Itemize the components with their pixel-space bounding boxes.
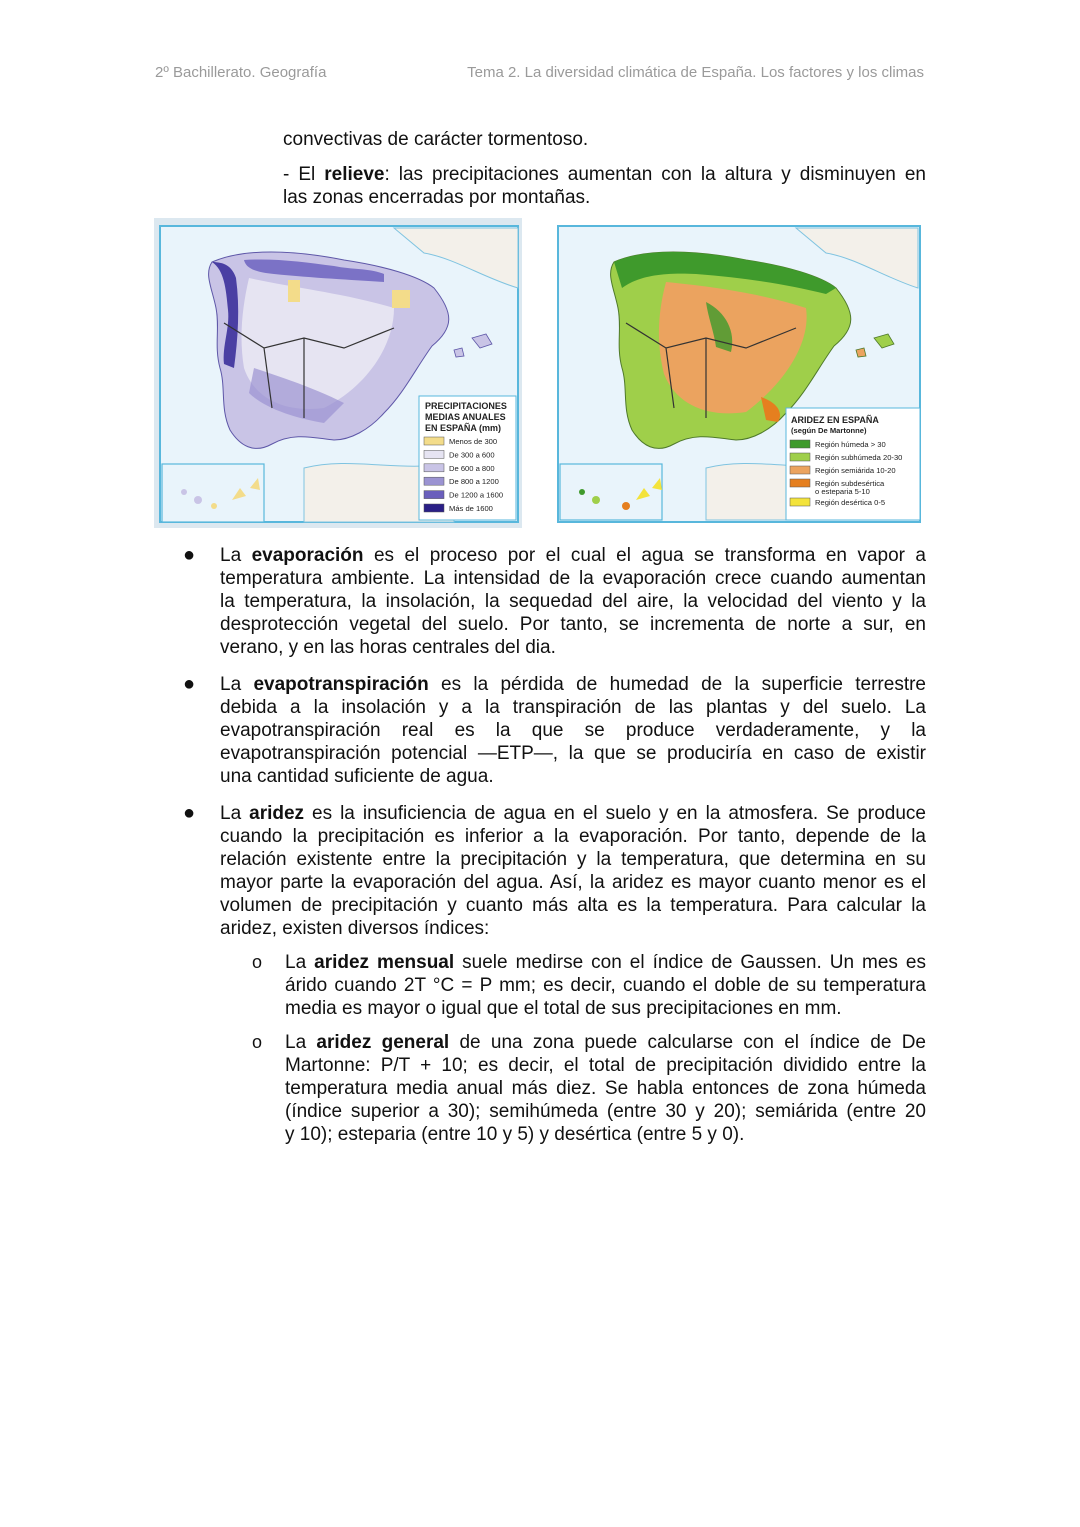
aridity-legend-label-0: Región húmeda > 30 (815, 440, 886, 449)
mensual-line-3: media es mayor o igual que el total de sus precipitaciones en mm. (285, 998, 842, 1019)
relieve-bold: relieve (324, 164, 385, 185)
evapotranspiracion-line-3: evapotranspiración real es la que se produce verdaderamente, y la (220, 720, 926, 741)
bullet-evapotranspiracion-marker: ● (183, 673, 196, 695)
subbullet-mensual-marker: o (252, 952, 263, 972)
aridez-bold: aridez (249, 803, 305, 824)
evaporacion-line-2: temperatura ambiente. La intensidad de la evaporación crece cuando aumentan (220, 568, 926, 589)
intro-relieve-line-2: las zonas encerradas por montañas. (283, 187, 591, 208)
evaporacion-line-3: la temperatura, la insolación, la sequedad del aire, la velocidad del viento y la (220, 591, 926, 612)
aridity-legend-label-3: Región subdesértica (815, 479, 885, 488)
aridez-line-2: cuando la precipitación es inferior a la evaporación. Por tanto, depende de la (220, 826, 926, 847)
general-line-3: temperatura media anual más diez. Se habla entonces de zona húmeda (285, 1078, 926, 1099)
aridity-legend-label-4: Región desértica 0-5 (815, 498, 886, 507)
header-course: 2º Bachillerato. Geografía (155, 64, 327, 81)
precip-legend-title-1: PRECIPITACIONES (425, 401, 507, 411)
aridity-legend-title-2: (según De Martonne) (791, 426, 867, 435)
header-topic: Tema 2. La diversidad climática de España. Los factores y los climas (467, 64, 924, 81)
subbullet-general-marker: o (252, 1032, 263, 1052)
general-line-5: y 10); esteparia (entre 10 y 5) y desértica (entre 5 y 0). (285, 1124, 745, 1145)
aridez-line-4: mayor parte la evaporación del agua. Así, la aridez es mayor cuanto menor es el (220, 872, 926, 893)
evapotranspiracion-line-4: evapotranspiración potencial —ETP—, la que se produciría en caso de existir (220, 743, 926, 764)
precip-legend-label-3: De 800 a 1200 (449, 477, 499, 487)
intro-relieve-line-1: - El relieve: las precipitaciones aumentan con la altura y disminuyen en (283, 164, 926, 185)
precip-legend-swatch-2 (424, 464, 444, 472)
intro-line-1: convectivas de carácter tormentoso. (283, 129, 589, 150)
evapotranspiracion-line-2: debida a la insolación y a la transpiración de las plantas y del suelo. La (220, 697, 926, 718)
precip-legend-label-2: De 600 a 800 (449, 463, 495, 473)
aridez-line-3: relación existente entre la precipitación y la temperatura, que determina en su (220, 849, 926, 870)
evaporacion-bold: evaporación (251, 545, 364, 566)
precip-legend-swatch-3 (424, 477, 444, 485)
evapotranspiracion-bold: evapotranspiración (253, 674, 429, 695)
aridez-line-1: La aridez es la insuficiencia de agua en el suelo y en la atmosfera. Se produce (220, 803, 926, 824)
precip-legend-label-1: De 300 a 600 (449, 450, 495, 460)
aridity-legend-swatch-1 (790, 453, 810, 461)
precip-legend-swatch-5 (424, 504, 444, 512)
precip-legend-label-4: De 1200 a 1600 (449, 490, 504, 500)
general-line-2: Martonne: P/T + 10; es decir, el total de precipitación dividido entre la (285, 1055, 926, 1076)
general-line-1: La aridez general de una zona puede calcularse con el índice de De (285, 1032, 926, 1053)
evaporacion-line-4: desprotección vegetal del suelo. Por tanto, se incrementa de norte a sur, en (220, 614, 926, 635)
aridez-mensual-bold: aridez mensual (314, 952, 455, 973)
aridez-line-5: volumen de precipitación y cuanto más alta es la temperatura. Para calcular la (220, 895, 926, 916)
precip-legend-label-0: Menos de 300 (449, 437, 498, 446)
aridity-legend-swatch-4 (790, 498, 810, 506)
evaporacion-line-5: verano, y en las horas centrales del dia. (220, 637, 556, 658)
aridity-legend-swatch-0 (790, 440, 810, 448)
mensual-line-1: La aridez mensual suele medirse con el índice de Gaussen. Un mes es (285, 952, 926, 973)
aridity-legend-swatch-2 (790, 466, 810, 474)
precip-legend-swatch-1 (424, 450, 444, 458)
precipitation-map (154, 218, 522, 528)
precip-legend-label-5: Más de 1600 (449, 504, 493, 513)
precip-legend-title-2: MEDIAS ANUALES (425, 412, 506, 422)
aridity-legend-label-2: Región semiárida 10-20 (815, 466, 896, 475)
aridez-general-bold: aridez general (316, 1032, 450, 1053)
mensual-line-2: árido cuando 2T °C = P mm; es decir, cuando el doble de su temperatura (285, 975, 926, 996)
aridity-map (556, 222, 924, 524)
aridez-line-6: aridez, existen diversos índices: (220, 918, 490, 939)
aridity-legend-title-1: ARIDEZ EN ESPAÑA (791, 415, 879, 425)
precip-legend-swatch-0 (424, 437, 444, 445)
bullet-aridez-marker: ● (183, 802, 196, 824)
precip-legend-swatch-4 (424, 491, 444, 499)
evapotranspiracion-line-5: una cantidad suficiente de agua. (220, 766, 494, 787)
aridity-legend-label-1: Región subhúmeda 20-30 (815, 453, 903, 462)
evaporacion-line-1: La evaporación es el proceso por el cual el agua se transforma en vapor a (220, 545, 926, 566)
aridity-legend-swatch-3 (790, 479, 810, 487)
general-line-4: (índice superior a 30); semihúmeda (entre 30 y 20); semiárida (entre 20 (285, 1101, 926, 1122)
evapotranspiracion-line-1: La evapotranspiración es la pérdida de humedad de la superficie terrestre (220, 674, 926, 695)
bullet-evaporacion-marker: ● (183, 544, 196, 566)
precip-legend-title-3: EN ESPAÑA (mm) (425, 423, 502, 433)
aridity-legend-label-3-b: o esteparia 5-10 (815, 487, 870, 496)
